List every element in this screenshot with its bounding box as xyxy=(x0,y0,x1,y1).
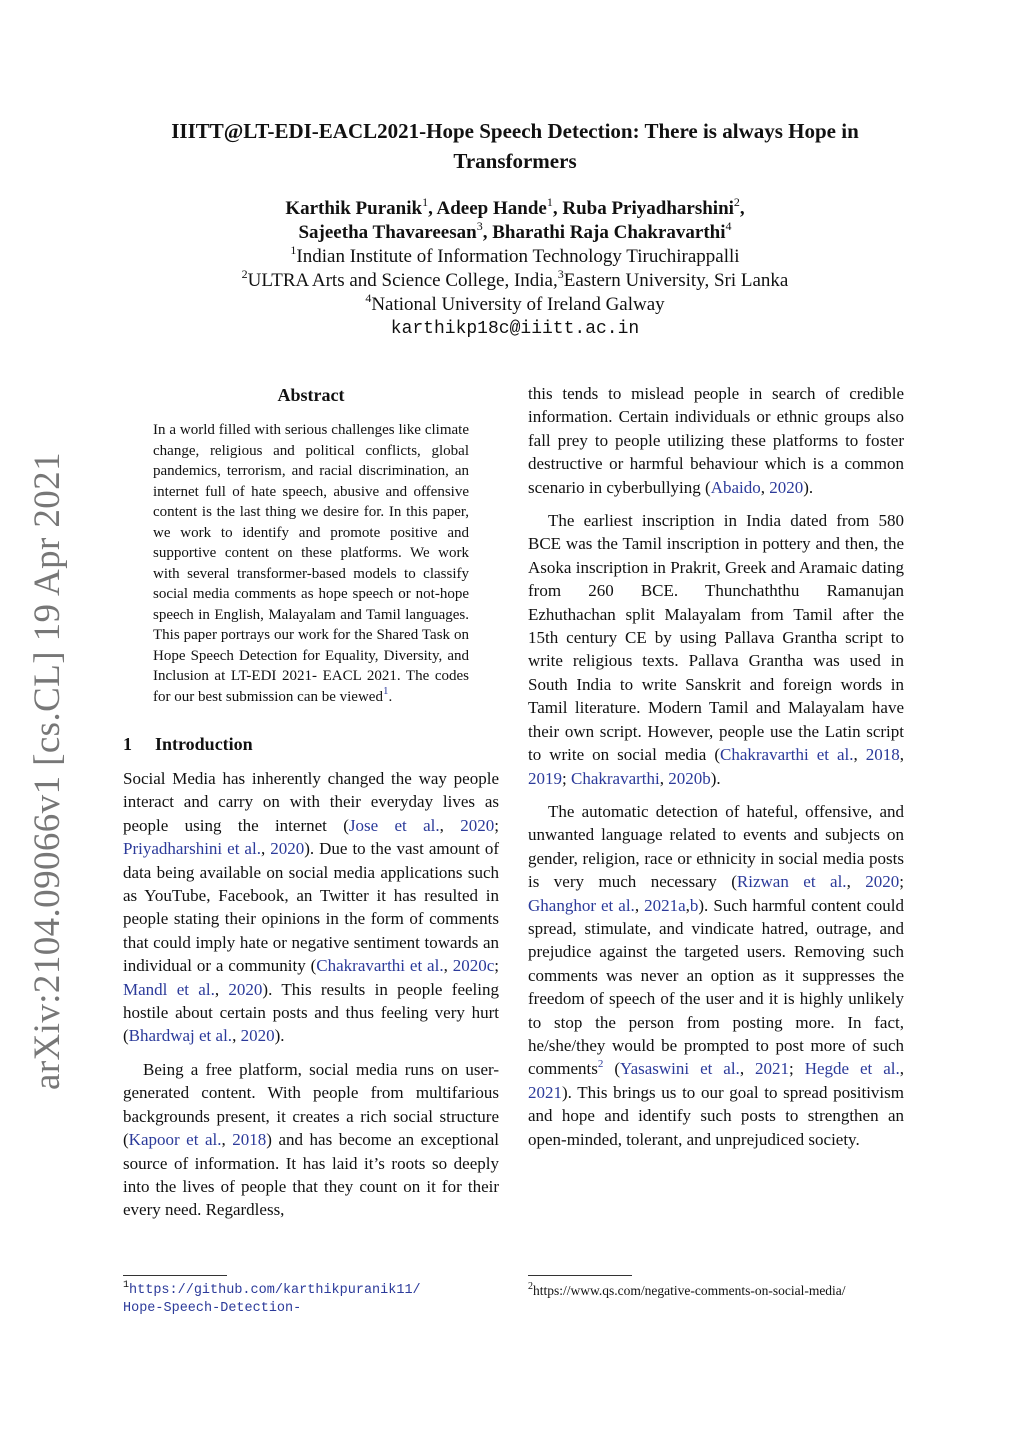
intro-paragraph-2 xyxy=(123,1058,499,1222)
paragraph-text: ). Due to the vast amount of data being available on social media applications such as YouTube, Facebook, an Twitter it has resulted in people stating their opinions in the form of comments that could imply hate or negative sentiment towards an individual or a community ( xyxy=(123,839,500,976)
right-column xyxy=(528,382,904,1151)
abstract-heading: Abstract xyxy=(277,385,345,405)
paragraph-text: , xyxy=(659,768,669,788)
affiliation-4: $^4$National University of Ireland Galway xyxy=(365,291,665,315)
paragraph-text: ). xyxy=(274,1026,285,1046)
paragraph-text: , xyxy=(899,745,905,765)
paragraph-text: , xyxy=(221,1130,233,1150)
left-column xyxy=(123,382,499,1222)
citation-link[interactable]: 2020b xyxy=(668,768,711,788)
paragraph-text: , xyxy=(634,895,645,915)
paragraph-text: ). Such harmful content could spread, stimulate, and vindicate hatred, outrage, and prejudice against the targeted users. Removing such comments was never an option as it suppresses the freedom of speech of the user and it is highly unlikely to stop the person from posting more. In fact, he/she/they would be prompted to post more of such comments xyxy=(528,895,905,1079)
citation-link[interactable]: Hegde et al. xyxy=(804,1059,900,1079)
citation-link[interactable]: 2021a xyxy=(644,895,686,915)
intro-paragraph-1 xyxy=(123,767,499,1048)
author: Sajeetha Thavareesan$^3$, xyxy=(298,219,493,243)
intro-paragraph-3 xyxy=(528,382,904,499)
citation-link[interactable]: 2020 xyxy=(240,1026,275,1046)
paragraph-text: , xyxy=(760,477,770,497)
footnote-1 xyxy=(123,1275,503,1318)
paragraph-text: ( xyxy=(603,1059,620,1079)
author-block xyxy=(140,197,890,341)
citation-link[interactable]: 2021 xyxy=(528,1082,562,1102)
paragraph-text: , xyxy=(899,1059,904,1079)
citation-link[interactable]: Priyadharshini et al. xyxy=(123,839,261,859)
affiliation-2-3: $^2$ULTRA Arts and Science College, India,$^3$Eastern University, Sri Lanka xyxy=(241,267,789,291)
citation-link[interactable]: Abaido xyxy=(710,477,761,497)
citation-link[interactable]: Mandl et al. xyxy=(123,979,215,999)
footnote-ref[interactable]: 2 xyxy=(597,1058,604,1071)
paragraph-text: ). This results in people feeling hostile about certain posts and thus feeling very hurt ( xyxy=(123,979,499,1046)
author-list xyxy=(140,197,890,245)
footnote-2-text: $^2$https://www.qs.com/negative-comments-on-social-media/ xyxy=(528,1281,846,1298)
paragraph-text: , xyxy=(685,895,690,915)
paragraph-text: ; xyxy=(562,768,571,788)
citation-link[interactable]: 2020 xyxy=(228,979,263,999)
citation-link[interactable]: 2019 xyxy=(528,768,562,788)
citation-link[interactable]: 2020 xyxy=(460,815,495,835)
citation-link[interactable]: 2020 xyxy=(769,477,804,497)
paragraph-text: , xyxy=(853,745,866,765)
author: Ruba Priyadharshini$^2$, xyxy=(562,195,745,219)
paragraph-text: , xyxy=(739,1059,756,1079)
paragraph-text: ). xyxy=(803,477,814,497)
author-email: karthikp18c@iiitt.ac.in xyxy=(390,319,640,339)
citation-link[interactable]: 2018 xyxy=(865,745,900,765)
paragraph-text: ; xyxy=(494,815,499,835)
citation-link[interactable]: Yasaswini et al. xyxy=(620,1059,740,1079)
paragraph-text: ) and has become an exceptional source of information. It has laid it’s roots so deeply into the lives of people that they count on it for their every need. Regardless, xyxy=(123,1130,500,1220)
citation-link[interactable]: Rizwan et al. xyxy=(736,872,847,892)
paragraph-text: Being a free platform, social media runs on user-generated content. With people from multifarious backgrounds present, it creates a rich social structure ( xyxy=(123,1059,499,1150)
author: Bharathi Raja Chakravarthi$^4$ xyxy=(492,219,732,243)
citation-link[interactable]: Jose et al. xyxy=(348,815,440,835)
citation-link[interactable]: Chakravarthi xyxy=(570,768,660,788)
footnote-1-link[interactable]: $^1$https://github.com/karthikpuranik11/ Hope-Speech-Detection- xyxy=(123,1280,421,1316)
abstract-text: In a world filled with serious challenges like climate change, religious and political conflicts, global pandemics, terrorism, and racial discrimination, an internet full of hate speech, abusive and offensive content is the last thing we desire for. In this paper, we work to identify and promote positive and supportive content on these platforms. We work with several transformer-based models to classify social media comments as hope speech or not-hope speech in English, Malayalam and Tamil languages. This paper portrays our work for the Shared Task on Hope Speech Detection for Equality, Diversity, and Inclusion at LT-EDI 2021- EACL 2021. The codes for our best submission can be viewed$^1$. xyxy=(153,422,469,705)
footnote-rule xyxy=(123,1275,227,1276)
paragraph-text: this tends to mislead people in search of credible information. Certain individuals or ethnic groups also fall prey to people utilizing these platforms to foster destructive or harmful behaviour which is a common scenario in cyberbullying ( xyxy=(528,384,904,497)
paragraph-text: , xyxy=(846,872,866,892)
citation-link[interactable]: Kapoor et al. xyxy=(128,1130,222,1150)
footnote-2 xyxy=(528,1275,904,1300)
citation-link[interactable]: 2020c xyxy=(452,956,495,976)
paragraph-text: , xyxy=(443,956,453,976)
footnote-rule xyxy=(528,1275,632,1276)
affiliation-1: $^1$Indian Institute of Information Technology Tiruchirappalli xyxy=(290,243,740,267)
paragraph-text: ; xyxy=(789,1059,805,1079)
paragraph-text: The automatic detection of hateful, offensive, and unwanted language related to events and subjects on gender, religion, race or ethnicity in social media posts is very much necessary ( xyxy=(528,801,904,892)
intro-paragraph-4 xyxy=(528,509,904,790)
arxiv-identifier: arXiv:2104.09066v1 [cs.CL] 19 Apr 2021 xyxy=(27,452,68,1090)
citation-link[interactable]: 2018 xyxy=(232,1130,267,1150)
citation-link[interactable]: 2021 xyxy=(755,1059,790,1079)
citation-link[interactable]: Chakravarthi et al. xyxy=(719,745,854,765)
section-heading-introduction: 1 Introduction xyxy=(123,734,253,754)
citation-link[interactable]: Ghanghor et al. xyxy=(528,895,635,915)
paragraph-text: , xyxy=(232,1026,241,1046)
paragraph-text: ). This brings us to our goal to spread positivism and hope and identify such posts to strengthen an open-minded, tolerant, and unprejudiced society. xyxy=(528,1082,904,1149)
paragraph-text: , xyxy=(214,979,229,999)
citation-link[interactable]: 2020 xyxy=(270,839,305,859)
paragraph-text: ; xyxy=(494,956,500,976)
citation-link[interactable]: b xyxy=(689,895,699,915)
citation-link[interactable]: Chakravarthi et al. xyxy=(316,956,444,976)
intro-paragraph-5 xyxy=(528,800,904,1151)
paragraph-text: , xyxy=(260,839,271,859)
paper-title: IIITT@LT-EDI-EACL2021-Hope Speech Detection: There is always Hope in Transformers xyxy=(171,119,859,173)
author: Adeep Hande$^1$, xyxy=(436,195,563,219)
paragraph-text: ; xyxy=(899,872,905,892)
paragraph-text: The earliest inscription in India dated from 580 BCE was the Tamil inscription in pottery and then, the Asoka inscription in Prakrit, Greek and Aramaic dating from 260 BCE. Thunchaththu Ramanujan Ezhuthachan split Malayalam from Tamil after the 15th century CE by using Pallava Grantha script to write religious texts. Pallava Grantha was used in South India to write Sanskrit and foreign words in Tamil literature. Modern Tamil and Malayalam have their own script. However, people use the Latin script to write on social media ( xyxy=(528,511,904,765)
citation-link[interactable]: 2020 xyxy=(865,872,900,892)
paragraph-text: , xyxy=(439,815,461,835)
author: Karthik Puranik$^1$, xyxy=(285,195,437,219)
paragraph-text: ). xyxy=(710,768,721,788)
paragraph-text: Social Media has inherently changed the way people interact and carry on with their everyday lives as people using the internet ( xyxy=(123,769,499,835)
footnote-ref-1: 1 xyxy=(382,684,389,697)
citation-link[interactable]: Bhardwaj et al. xyxy=(128,1026,233,1046)
